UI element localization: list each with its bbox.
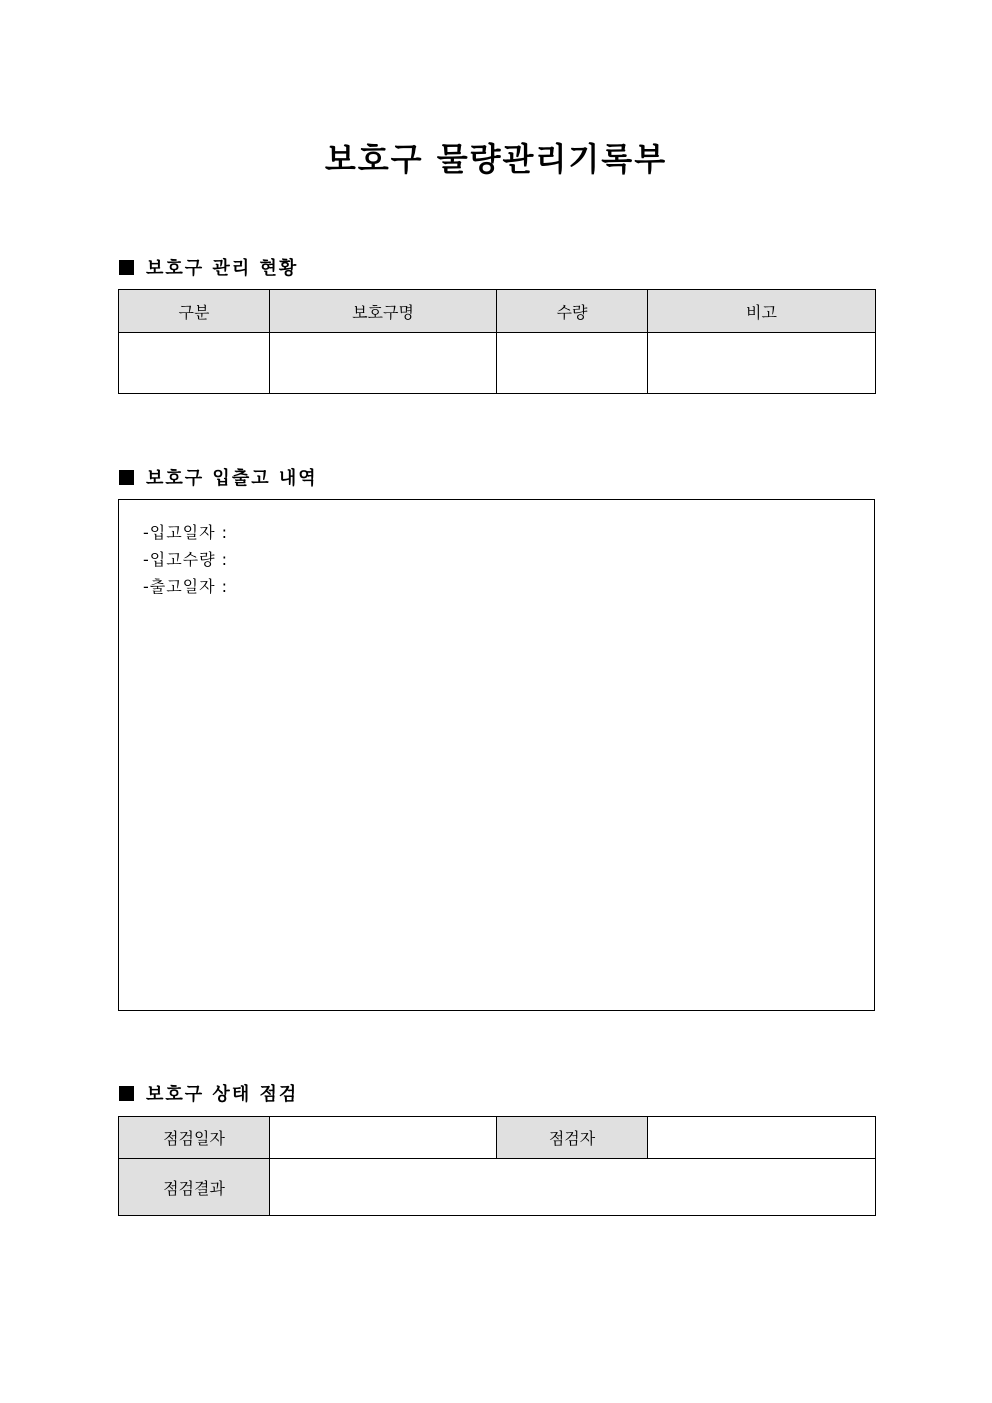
cell-category[interactable] — [119, 333, 270, 394]
section-heading-inspection — [119, 1080, 298, 1106]
square-bullet-icon — [119, 260, 134, 275]
status-table-header-row — [119, 290, 876, 333]
square-bullet-icon — [119, 470, 134, 485]
inspection-row-date — [119, 1117, 876, 1159]
inspection-table — [118, 1116, 876, 1216]
entry-line-receipt-date: -입고일자 : — [143, 523, 229, 542]
square-bullet-icon — [119, 1086, 134, 1101]
inspector-value[interactable] — [648, 1117, 876, 1159]
status-table — [118, 289, 876, 394]
section-heading-inspection-text: 보호구 상태 점검 — [146, 1084, 299, 1105]
inout-entry-box[interactable] — [118, 499, 875, 1011]
header-remarks: 비고 — [648, 290, 876, 333]
header-category: 구분 — [119, 290, 270, 333]
entry-line-release-date: -출고일자 : — [143, 577, 229, 596]
cell-remarks[interactable] — [648, 333, 876, 394]
cell-quantity[interactable] — [497, 333, 648, 394]
header-quantity: 수량 — [497, 290, 648, 333]
section-heading-inout — [119, 464, 318, 490]
section-heading-status-text: 보호구 관리 현황 — [146, 258, 299, 279]
inspection-date-value[interactable] — [270, 1117, 497, 1159]
section-heading-status — [119, 254, 298, 280]
inspection-row-result — [119, 1159, 876, 1216]
inspection-date-label: 점검일자 — [119, 1117, 270, 1159]
status-table-row — [119, 333, 876, 394]
inspector-label: 점검자 — [497, 1117, 648, 1159]
cell-equipment-name[interactable] — [270, 333, 497, 394]
inspection-result-label: 점검결과 — [119, 1159, 270, 1216]
header-equipment-name: 보호구명 — [270, 290, 497, 333]
inspection-result-value[interactable] — [270, 1159, 876, 1216]
document-title: 보호구 물량관리기록부 — [324, 140, 668, 178]
entry-line-receipt-quantity: -입고수량 : — [143, 550, 229, 569]
section-heading-inout-text: 보호구 입출고 내역 — [146, 468, 318, 489]
